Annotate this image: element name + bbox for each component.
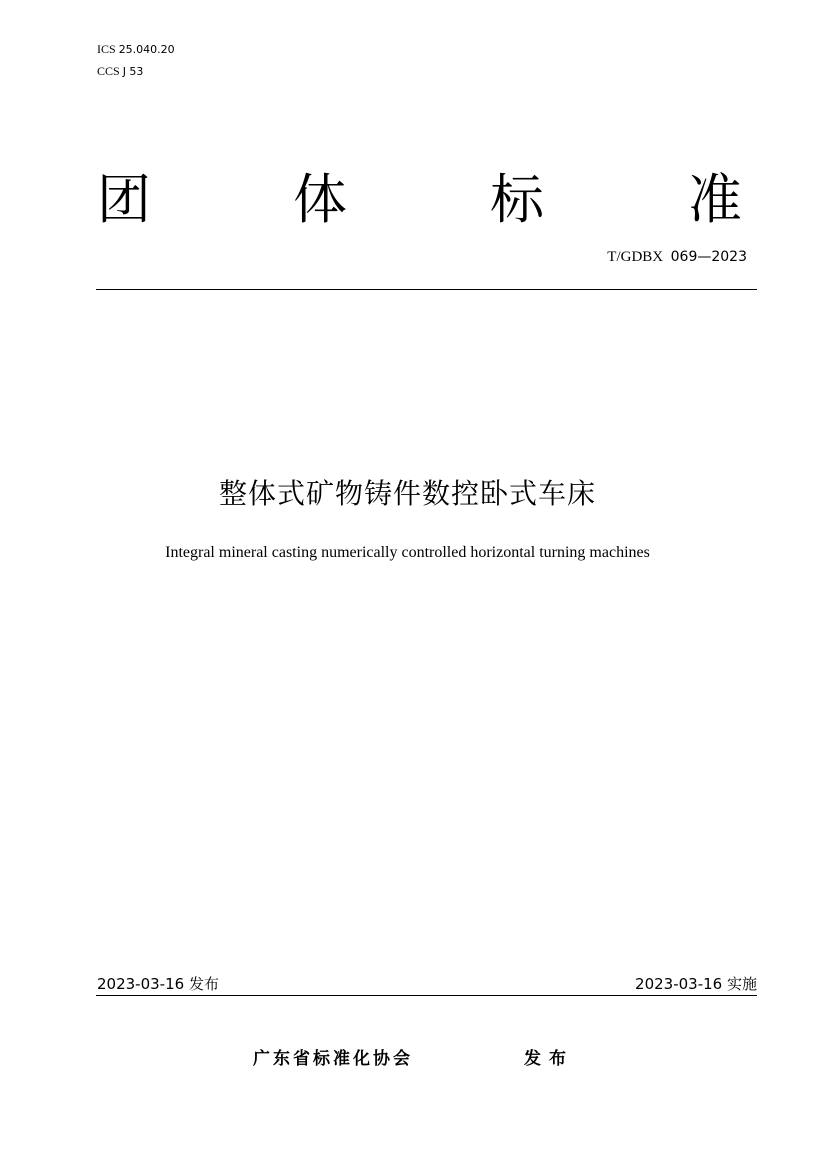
- document-title-en: Integral mineral casting numerically controlled horizontal turning machines: [165, 544, 650, 561]
- standard-code-prefix: T/GDBX: [607, 249, 664, 265]
- ccs-classification: [97, 64, 143, 79]
- top-divider: [96, 289, 757, 290]
- ccs-label: CCS: [97, 64, 120, 78]
- ics-label: ICS: [97, 42, 116, 56]
- bottom-divider: [96, 995, 757, 996]
- implement-date: 2023-03-16 实施: [635, 975, 757, 993]
- standard-type-char-1: 团: [97, 168, 151, 231]
- standard-type-char-3: 标: [490, 168, 544, 231]
- standard-code-number: 069—2023: [670, 249, 747, 265]
- issue-label: 发布: [524, 1049, 574, 1069]
- issuing-organization: 广东省标准化协会: [253, 1049, 413, 1069]
- document-title-cn: 整体式矿物铸件数控卧式车床: [218, 477, 596, 510]
- standard-type-char-2: 体: [293, 168, 347, 231]
- ics-classification: [97, 42, 175, 57]
- standard-type-char-4: 准: [688, 168, 742, 231]
- standard-code: [607, 248, 747, 266]
- ics-code: 25.040.20: [118, 43, 175, 56]
- publish-date: 2023-03-16 发布: [97, 975, 219, 993]
- ccs-code: J 53: [122, 65, 144, 78]
